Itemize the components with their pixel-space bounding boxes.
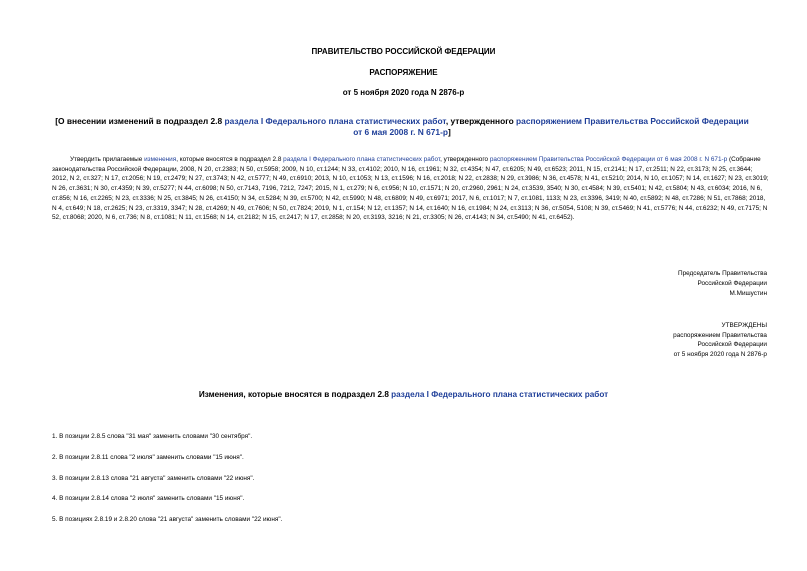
document-date-number: от 5 ноября 2020 года N 2876-р [342, 88, 465, 97]
change-item-1: 1. В позиции 2.8.5 слова "31 мая" заменить словами "30 сентября". [52, 433, 253, 440]
title-text-2: , утвержденного [445, 116, 517, 126]
approval-line-1: распоряжением Правительства [673, 331, 767, 339]
body-text-1: Утвердить прилагаемые [70, 156, 145, 163]
approval-block [547, 321, 767, 359]
document-type: РАСПОРЯЖЕНИЕ [369, 68, 438, 77]
title-link-order[interactable]: распоряжением Правительства Российской Федерации от 6 мая 2008 г. N 671-р [353, 116, 749, 137]
document-title [52, 116, 752, 138]
body-text-3: , утвержденного [440, 156, 490, 163]
approval-stamp: УТВЕРЖДЕНЫ [721, 322, 767, 329]
body-text-2: , которые вносятся в подраздел 2.8 [176, 156, 284, 163]
government-header: ПРАВИТЕЛЬСТВО РОССИЙСКОЙ ФЕДЕРАЦИИ [311, 47, 496, 56]
signature-position-1: Председатель Правительства [678, 270, 767, 277]
body-link-order[interactable]: распоряжением Правительства Российской Федерации от 6 мая 2008 г. N 671-р [489, 156, 728, 163]
signature-name: М.Мишустин [729, 290, 767, 297]
changes-title-link[interactable]: раздела I Федерального плана статистических работ [391, 390, 609, 399]
body-link-changes[interactable]: изменения [144, 156, 177, 163]
title-link-section[interactable]: раздела I Федерального плана статистических работ [224, 116, 446, 126]
signature-block [547, 269, 767, 299]
body-link-section[interactable]: раздела I Федерального плана статистических работ [283, 156, 441, 163]
change-item-5: 5. В позициях 2.8.19 и 2.8.20 слова "21 августа" заменить словами "22 июня". [52, 516, 283, 523]
change-item-2: 2. В позиции 2.8.11 слова "2 июля" заменить словами "15 июня". [52, 454, 244, 461]
title-text-3: ] [448, 127, 451, 137]
title-text-1: [О внесении изменений в подраздел 2.8 [55, 116, 225, 126]
body-text-4: (Собрание законодательства Российской Федерации, 2008, N 20, ст.2383; N 50, ст.5958; 2009, N 10, ст.1244; N 33, ст.4102; 2010, N 16, ст.1961; N 32, ст.4354; N 47, ст.6205; N 49, ст.6523; 2011, N 15, ст.2141; N 17, ст.2511; N 22, ст.3173; N 25, ст.3644; 2012, N 2, ст.327; N 17, ст.2056; N 19, ст.2479; N 27, ст.3743; N 42, ст.5777; N 49, ст.6910; 2013, N 10, ст.1053; N 13, ст.1596; N 16, ст.2018; N 22, ст.2838; N 29, ст.3986; N 36, ст.4578; N 41, ст.5210; 2014, N 10, ст.1057; N 14, ст.1627; N 23, ст.3019; N 26, ст.3631; N 30, ст.4359; N 39, ст.5277; N 44, ст.6098; N 50, ст.7143, 7196, 7212, 7247; 2015, N 1, ст.279; N 6, ст.956; N 10, ст.1571; N 20, ст.2960, 2961; N 24, ст.3539, 3540; N 30, ст.4584; N 39, ст.5401; N 42, ст.5804; N 43, ст.6034; 2016, N 6, ст.856; N 16, ст.2265; N 23, ст.3336; N 25, ст.3845; N 26, ст.4150; N 34, ст.5284; N 39, ст.5700; N 42, ст.5990; N 48, ст.6809; N 49, ст.6971; 2017, N 6, ст.1017; N 7, ст.1081, 1133; N 23, ст.3396, 3419; N 40, ст.5892; N 48, ст.7286; N 51, ст.7868; 2018, N 4, ст.649; N 18, ст.2625; N 23, ст.3319, 3347; N 28, ст.4269; N 49, ст.7606; N 50, ст.7824; 2019, N 1, ст.154; N 12, ст.1357; N 14, ст.1640; N 16, ст.1984; N 24, ст.3113; N 36, ст.5054, 5108; N 39, ст.5469; N 41, ст.5776; N 44, ст.6232; N 49, ст.7175; N 52, ст.8068; 2020, N 6, ст.736; N 8, ст.1081; N 11, ст.1568; N 14, ст.2182; N 15, ст.2417; N 17, ст.2858; N 20, ст.3193, 3216; N 21, ст.3305; N 26, ст.4143; N 34, ст.5490; N 41, ст.6452). [52, 156, 769, 222]
approval-line-3: от 5 ноября 2020 года N 2876-р [673, 350, 767, 358]
changes-title-text: Изменения, которые вносятся в подраздел 2.8 [198, 390, 392, 399]
change-item-3: 3. В позиции 2.8.13 слова "21 августа" заменить словами "22 июня". [52, 475, 255, 482]
changes-title [0, 390, 807, 399]
body-paragraph [52, 155, 770, 223]
approval-line-2: Российской Федерации [697, 341, 767, 348]
change-item-4: 4. В позиции 2.8.14 слова "2 июля" заменить словами "15 июня". [52, 495, 245, 502]
signature-position-2: Российской Федерации [697, 280, 767, 287]
